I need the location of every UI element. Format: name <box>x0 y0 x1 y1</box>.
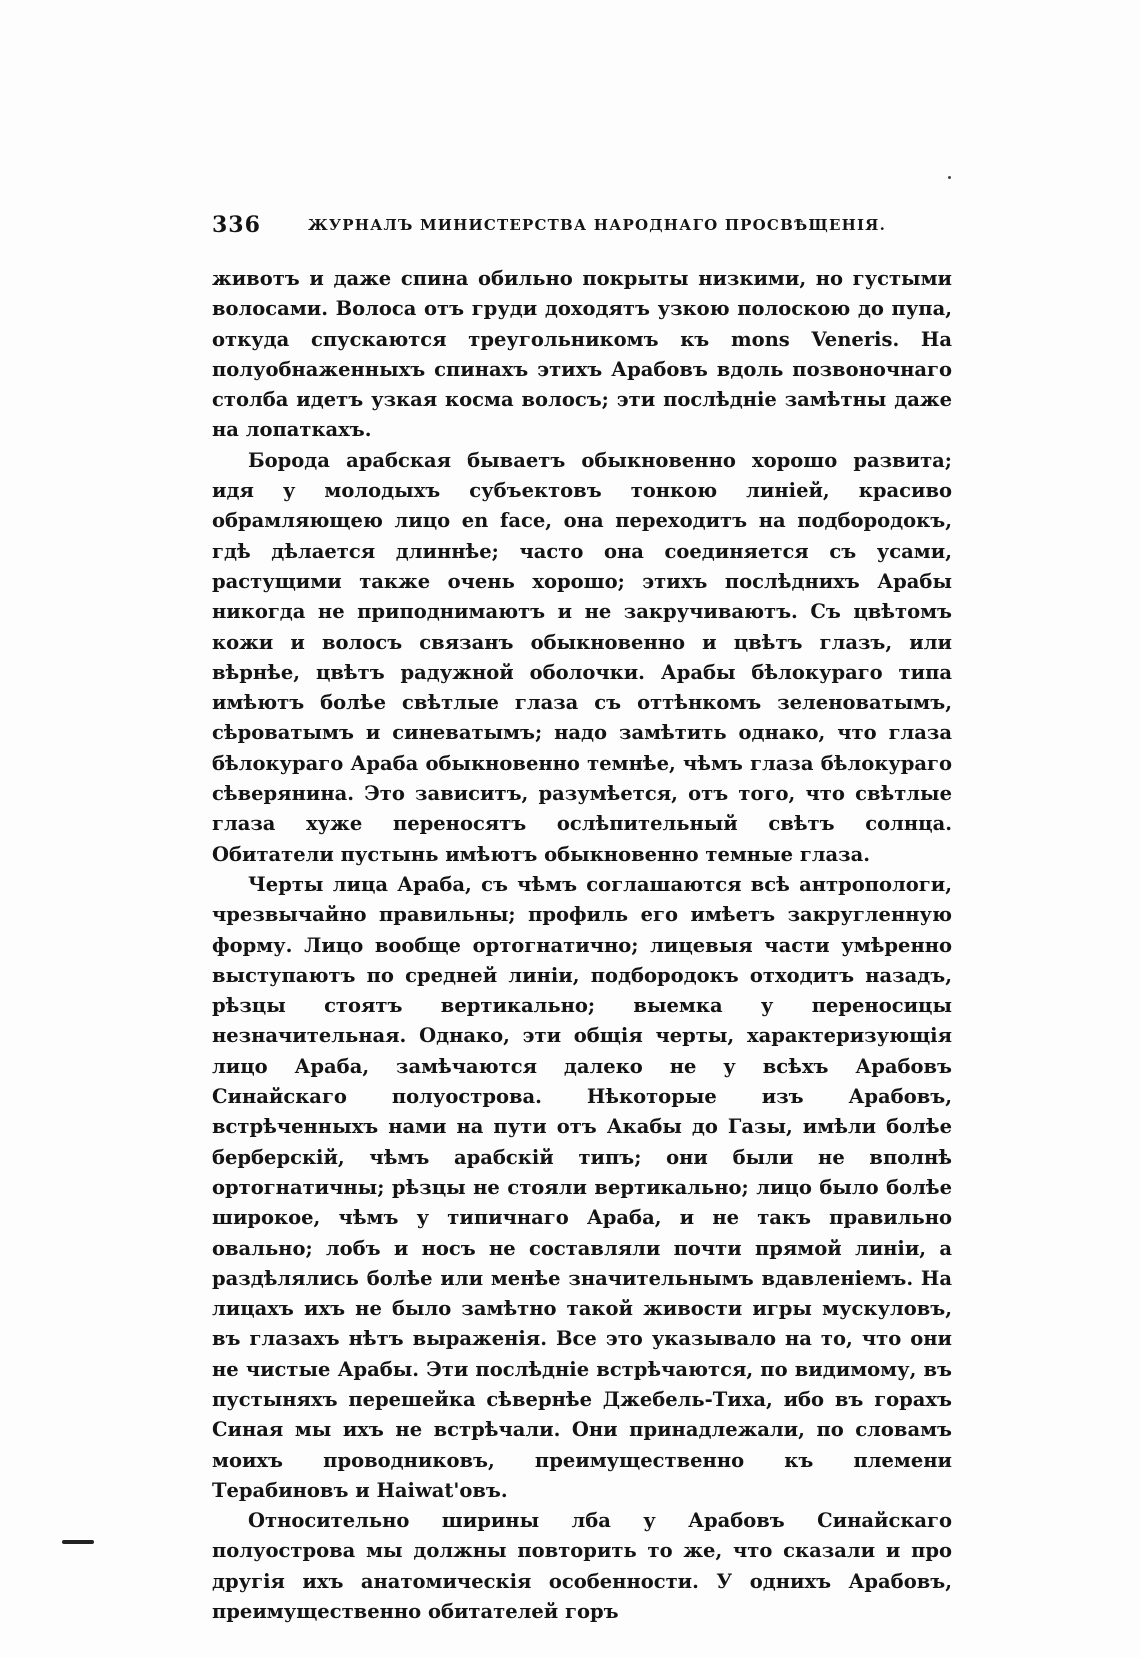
margin-mark <box>62 1540 94 1544</box>
paragraph-forehead: Относительно ширины лба у Арабовъ Синайскаго полуострова мы должны повторить то же, что сказали и про другія ихъ анатомическія особенности. У однихъ Арабовъ, преимущественно обитателей горъ <box>212 1509 952 1624</box>
paragraph-beard: Борода арабская бываетъ обыкновенно хорошо развита; идя у молодыхъ субъектовъ тонкою линіей, красиво обрамляющею лицо en face, она переходитъ на подбородокъ, гдѣ дѣлается длиннѣе; часто она соединяется съ усами, растущими также очень хорошо; этихъ послѣднихъ Арабы никогда не приподнимаютъ и не закручиваютъ. Съ цвѣтомъ кожи и волосъ связанъ обыкновенно и цвѣтъ глазъ, или вѣрнѣе, цвѣтъ радужной оболочки. Арабы бѣлокураго типа имѣютъ болѣе свѣтлые глаза съ оттѣнкомъ зеленоватымъ, сѣроватымъ и синеватымъ; надо замѣтить однако, что глаза бѣлокураго Араба обыкновенно темнѣе, чѣмъ глаза бѣлокураго сѣверянина. Это зависитъ, разумѣется, отъ того, что свѣтлые глаза хуже переносятъ ослѣпительный свѣтъ солнца. Обитатели пустынь имѣютъ обыкновенно темные глаза. <box>212 448 952 866</box>
paragraph-facial-features: Черты лица Араба, съ чѣмъ соглашаются всѣ антропологи, чрезвычайно правильны; профиль его имѣетъ закругленную форму. Лицо вообще ортогнатично; лицевыя части умѣренно выступаютъ по средней линіи, подбородокъ отходитъ назадъ, рѣзцы стоятъ вертикально; выемка у переносицы незначительная. Однако, эти общія черты, характеризующія лицо Араба, замѣчаются далеко не у всѣхъ Арабовъ Синайскаго полуострова. Нѣкоторые изъ Арабовъ, встрѣченныхъ нами на пути отъ Акабы до Газы, имѣли болѣе берберскій, чѣмъ арабскій типъ; они были не вполнѣ ортогнатичны; рѣзцы не стояли вертикально; лицо было болѣе широкое, чѣмъ у типичнаго Араба, и не такъ правильно овально; лобъ и носъ не составляли почти прямой линіи, а раздѣлялись болѣе или менѣе значительнымъ вдавленіемъ. На лицахъ ихъ не было замѣтно такой живости игры мускуловъ, въ глазахъ нѣтъ выраженія. Все это указывало на то, что они не чистые Арабы. Эти послѣдніе встрѣчаются, по видимому, въ пустыняхъ перешейка сѣвернѣе Джебель-Тиха, ибо въ горахъ Синая мы ихъ не встрѣчали. Они принадлежали, по словамъ моихъ проводниковъ, преимущественно къ племени Терабиновъ и Haiwat'овъ. <box>212 872 952 1502</box>
page-header <box>212 212 952 242</box>
page-number: 336 <box>212 212 261 238</box>
ink-speck <box>948 176 951 179</box>
paragraph-continued: животъ и даже спина обильно покрыты низкими, но густыми волосами. Волоса отъ груди доходятъ узкою полоскою до пупа, откуда спускаются треугольникомъ къ mons Veneris. На полуобнаженныхъ спинахъ этихъ Арабовъ вдоль позвоночнаго столба идетъ узкая косма волосъ; эти послѣдніе замѣтны даже на лопаткахъ. <box>212 267 952 442</box>
running-head: ЖУРНАЛЪ МИНИСТЕРСТВА НАРОДНАГО ПРОСВѢЩЕНІЯ. <box>308 216 887 234</box>
body-text <box>212 264 952 1627</box>
